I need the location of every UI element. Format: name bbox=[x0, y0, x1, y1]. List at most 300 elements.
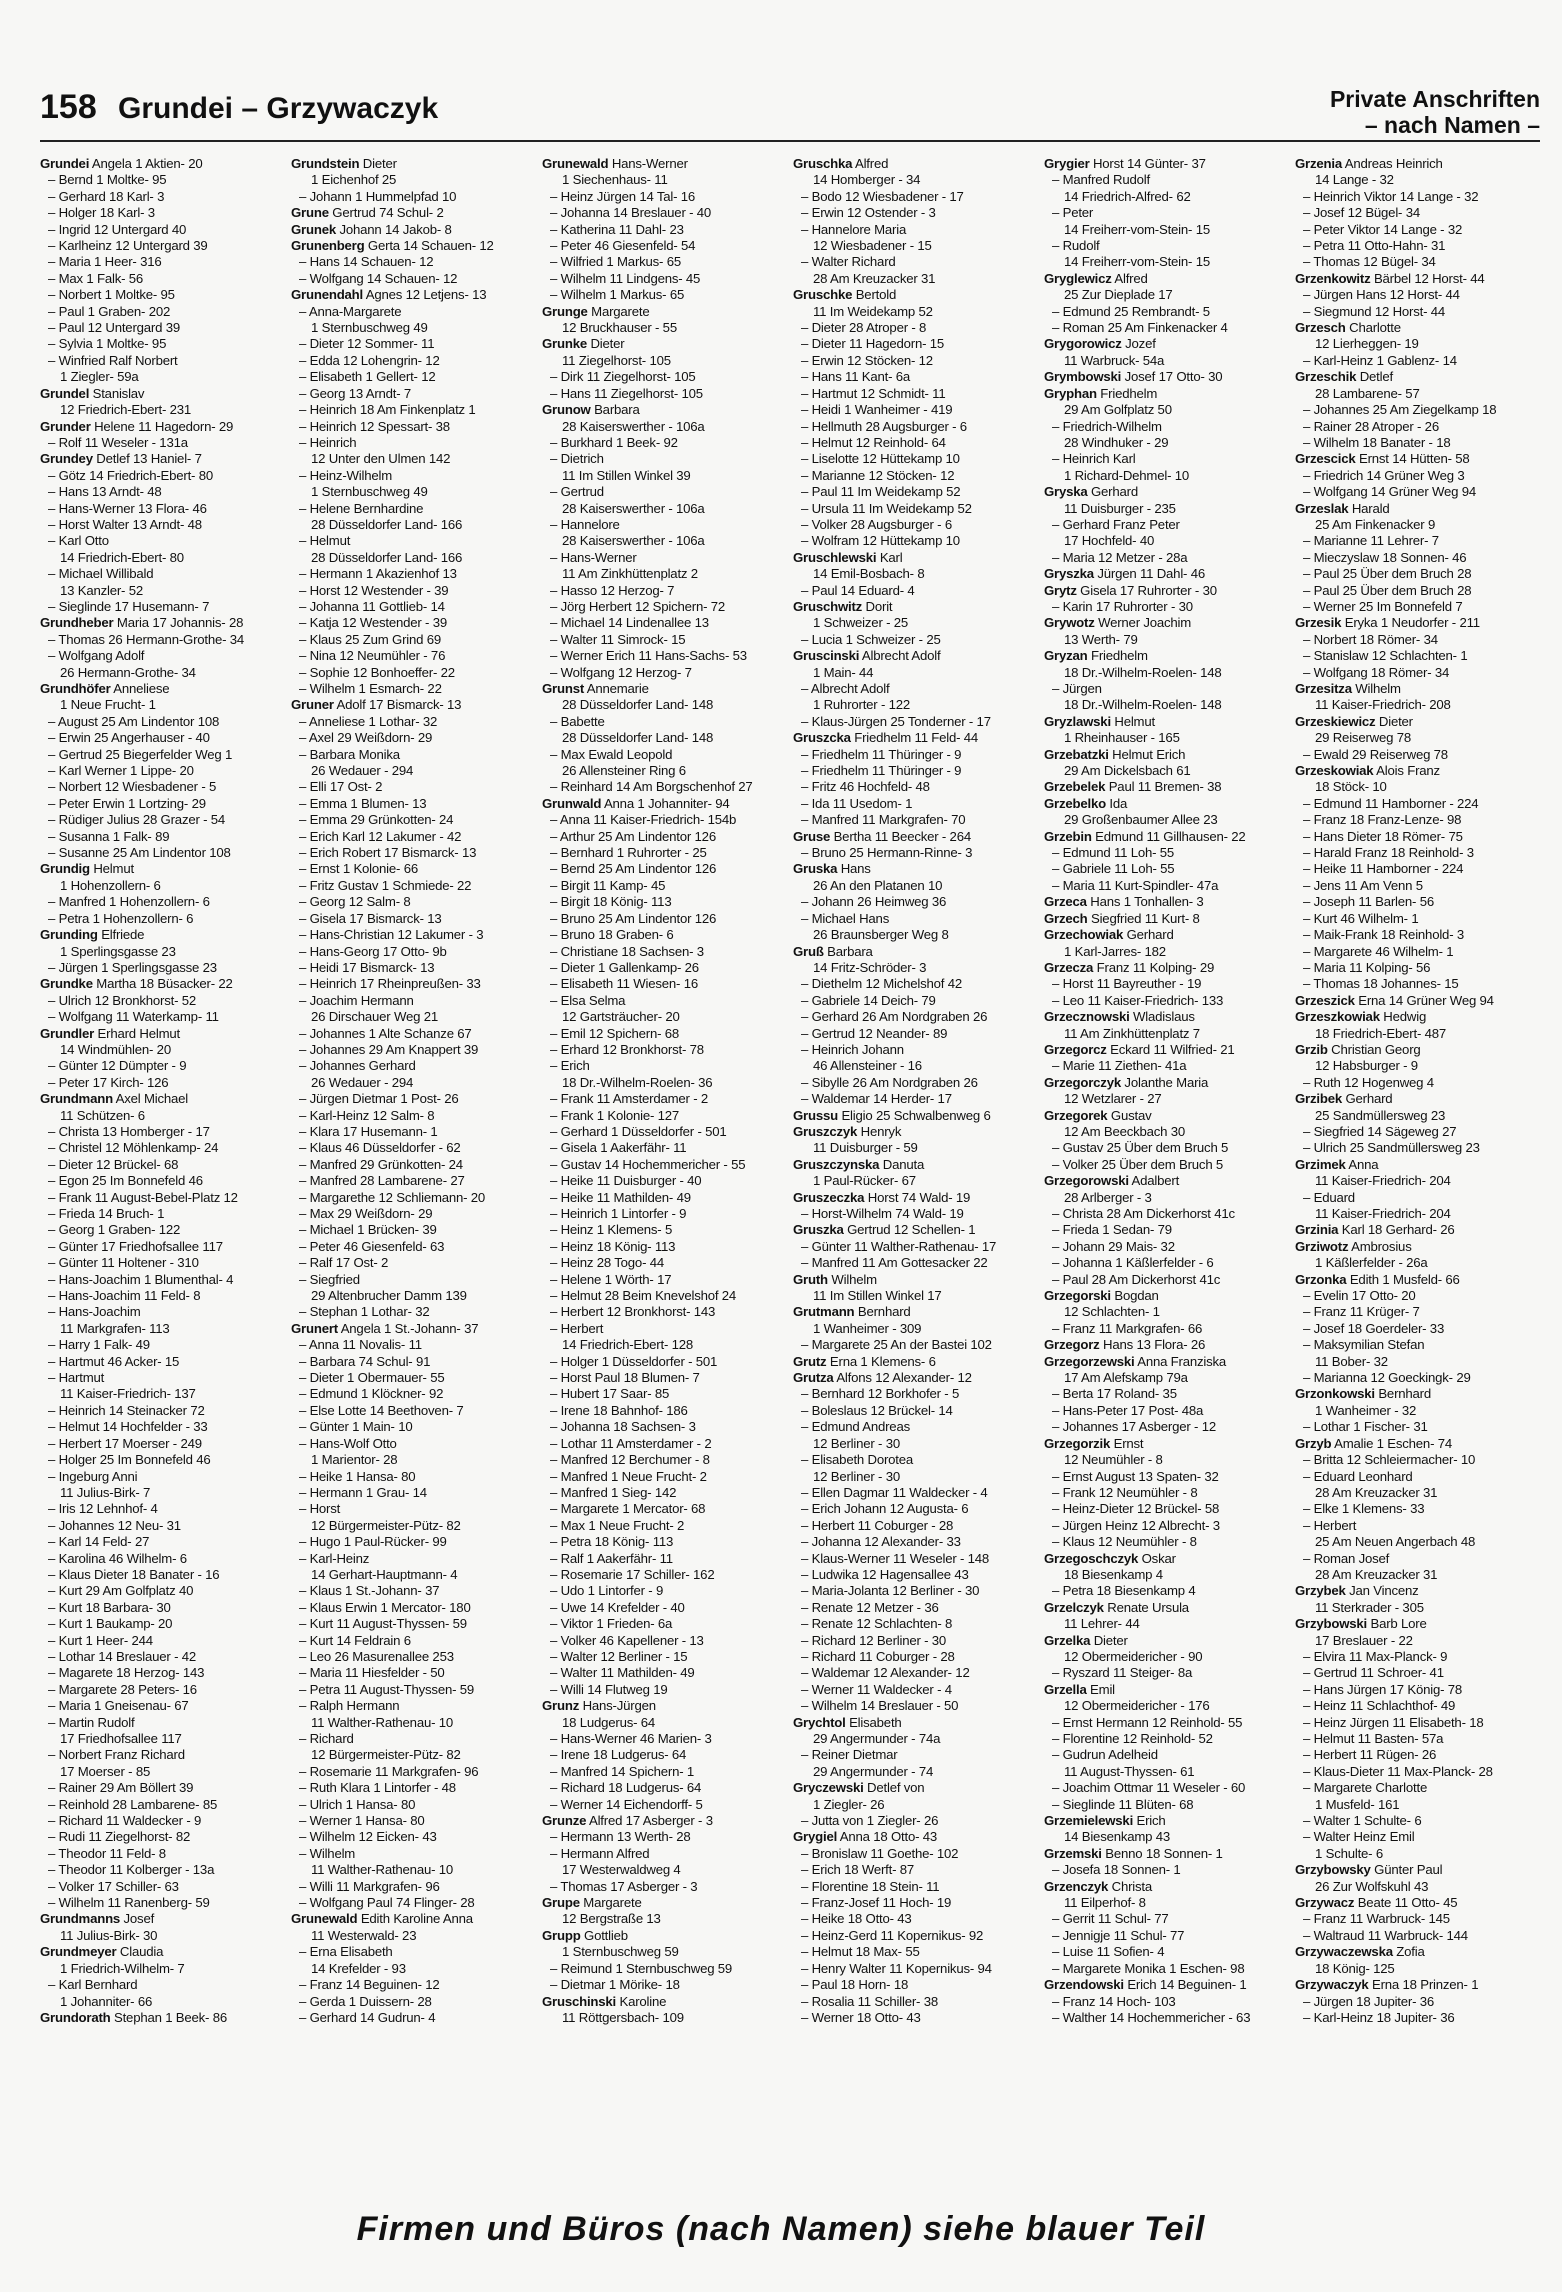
listing-entry: – Paul 18 Horn- 18 bbox=[801, 1977, 909, 1993]
listing-entry: Grzywaczewska Zofia bbox=[1295, 1944, 1425, 1960]
surname: Gryzan bbox=[1044, 648, 1088, 664]
listing-entry: – Britta 12 Schleiermacher- 10 bbox=[1303, 1452, 1476, 1468]
listing-entry: Gruschka Alfred bbox=[793, 156, 889, 171]
surname: Gruszcka bbox=[793, 730, 851, 746]
listing-entry: Grunze Alfred 17 Asberger - 3 bbox=[542, 1813, 713, 1829]
listing-entry: – Heinrich 14 Steinacker 72 bbox=[48, 1402, 205, 1418]
surname: Gryzlawski bbox=[1044, 713, 1111, 729]
listing-entry: 11 Kaiser-Friedrich- 137 bbox=[60, 1386, 196, 1402]
listing-entry: – Werner 25 Im Bonnefeld 7 bbox=[1303, 598, 1463, 614]
listing-entry: – Rainer 29 Am Böllert 39 bbox=[48, 1780, 194, 1796]
listing-entry: – Josefa 18 Sonnen- 1 bbox=[1052, 1862, 1181, 1878]
listing-entry: – Klaus 12 Neumühler - 8 bbox=[1052, 1534, 1197, 1550]
listing-entry: – Emma 1 Blumen- 13 bbox=[299, 795, 427, 811]
listing-entry: 46 Allensteiner - 16 bbox=[813, 1058, 922, 1074]
listing-entry: – Margarethe 12 Schliemann- 20 bbox=[299, 1189, 486, 1205]
listing-entry: 14 Gerhart-Hauptmann- 4 bbox=[311, 1566, 458, 1582]
listing-entry: – Anneliese 1 Lothar- 32 bbox=[299, 713, 438, 729]
listing-entry: – Bodo 12 Wiesbadener - 17 bbox=[801, 188, 964, 204]
listing-entry: – Frank 11 Amsterdamer - 2 bbox=[550, 1091, 708, 1107]
listing-entry: – Edda 12 Lohengrin- 12 bbox=[299, 352, 440, 368]
listing-entry: – Georg 13 Arndt- 7 bbox=[299, 385, 412, 401]
listing-entry: Grzegorz Hans 13 Flora- 26 bbox=[1044, 1337, 1206, 1353]
surname: Gruschka bbox=[793, 156, 853, 171]
listing-entry: – Heike 18 Otto- 43 bbox=[801, 1911, 912, 1927]
listing-entry: – Maria-Jolanta 12 Berliner - 30 bbox=[801, 1583, 980, 1599]
listing-entry: – Günter 12 Dümpter - 9 bbox=[48, 1058, 187, 1074]
listing-entry: Grupe Margarete bbox=[542, 1895, 642, 1911]
listing-entry: – Klaus 46 Düsseldorfer - 62 bbox=[299, 1140, 461, 1156]
listing-entry: – Helene Bernhardine bbox=[299, 500, 424, 516]
listing-entry: – Marianne 11 Lehrer- 7 bbox=[1303, 533, 1439, 549]
listing-entry: – Waldemar 12 Alexander- 12 bbox=[801, 1665, 970, 1681]
listing-entry: – Wolfgang 18 Römer- 34 bbox=[1303, 664, 1450, 680]
listing-entry: – Birgit 11 Kamp- 45 bbox=[550, 877, 666, 893]
listing-entry: 29 Angermunder - 74a bbox=[813, 1731, 941, 1746]
listing-entry: – Franz 14 Hoch- 103 bbox=[1052, 1993, 1176, 2009]
listing-entry: – Gertrud bbox=[550, 484, 604, 500]
listing-entry: – Franz 11 Markgrafen- 66 bbox=[1052, 1320, 1203, 1336]
listing-entry: – Bernhard 12 Borkhofer - 5 bbox=[801, 1386, 960, 1402]
listing-entry: – Wolfgang 11 Waterkamp- 11 bbox=[48, 1009, 219, 1025]
listing-entry: – Helmut 11 Basten- 57a bbox=[1303, 1731, 1444, 1746]
listing-entry: – Volker 28 Augsburger - 6 bbox=[801, 516, 952, 532]
surname: Grzegorek bbox=[1044, 1107, 1108, 1123]
listing-entry: – Gustav 14 Hochemmericher - 55 bbox=[550, 1156, 746, 1172]
surname: Grussu bbox=[793, 1107, 838, 1123]
listing-entry: – Frieda 1 Sedan- 79 bbox=[1052, 1222, 1172, 1238]
listing-entry: 18 Dr.-Wilhelm-Roelen- 36 bbox=[562, 1074, 713, 1090]
surname: Grywotz bbox=[1044, 615, 1095, 631]
listing-entry: – Siegfried bbox=[299, 1271, 360, 1287]
listing-entry: – Gertrud 25 Biegerfelder Weg 1 bbox=[48, 746, 233, 762]
listing-entry: – Hans-Joachim 11 Feld- 8 bbox=[48, 1288, 201, 1304]
listing-entry: 28 Lambarene- 57 bbox=[1315, 385, 1420, 401]
listing-entry: – Arthur 25 Am Lindentor 126 bbox=[550, 828, 716, 844]
listing-entry: – Heinz 18 König- 113 bbox=[550, 1238, 676, 1254]
listing-entry: – Luise 11 Sofien- 4 bbox=[1052, 1944, 1165, 1960]
listing-entry: – Horst Walter 13 Arndt- 48 bbox=[48, 516, 202, 532]
listing-entry: – Heinz-Wilhelm bbox=[299, 467, 392, 483]
listing-entry: 12 Bruckhauser - 55 bbox=[562, 320, 677, 336]
listing-entry: – Manfred 1 Sieg- 142 bbox=[550, 1484, 677, 1500]
listing-entry: – Jürgen Hans 12 Horst- 44 bbox=[1303, 287, 1460, 303]
surname: Grunow bbox=[542, 402, 591, 418]
listing-entry: – Walter 12 Berliner - 15 bbox=[550, 1648, 688, 1664]
listing-entry: – Hannelore Maria bbox=[801, 221, 907, 237]
listing-entry: Grzebatzki Helmut Erich bbox=[1044, 746, 1186, 762]
listing-entry: 11 Eilperhof- 8 bbox=[1064, 1895, 1146, 1911]
listing-entry: – Johanna 14 Breslauer - 40 bbox=[550, 205, 712, 221]
listing-entry: Grundstein Dieter bbox=[291, 156, 397, 171]
listing-entry: 18 Stöck- 10 bbox=[1315, 779, 1387, 795]
listing-entry: – Margarete 28 Peters- 16 bbox=[48, 1681, 197, 1697]
listing-entry: – Michael Hans bbox=[801, 910, 890, 926]
listing-entry: – Franz 11 Krüger- 7 bbox=[1303, 1304, 1420, 1320]
listing-entry: – Theodor 11 Kolberger - 13a bbox=[48, 1862, 215, 1878]
listing-entry: 12 Bürgermeister-Pütz- 82 bbox=[311, 1517, 461, 1533]
listing-entry: – Sibylle 26 Am Nordgraben 26 bbox=[801, 1074, 978, 1090]
listing-entry: – Günter 17 Friedhofsallee 117 bbox=[48, 1238, 223, 1254]
listing-entry: – Jennigje 11 Schul- 77 bbox=[1052, 1927, 1185, 1943]
surname: Gruscinski bbox=[793, 648, 860, 664]
listing-entry: – Hans-Werner 13 Flora- 46 bbox=[48, 500, 207, 516]
listing-entry: Grutmann Bernhard bbox=[793, 1304, 911, 1320]
listing-entry: – Joachim Ottmar 11 Weseler - 60 bbox=[1052, 1780, 1246, 1796]
surname: Grupe bbox=[542, 1895, 580, 1911]
listing-entry: Gruschwitz Dorit bbox=[793, 598, 893, 614]
listing-entry: 11 Im Weidekamp 52 bbox=[813, 303, 933, 319]
section-heading-line2: – nach Namen – bbox=[1364, 112, 1540, 138]
listing-entry: – Elke 1 Klemens- 33 bbox=[1303, 1501, 1425, 1517]
listing-entry: – Winfried Ralf Norbert bbox=[48, 352, 178, 368]
listing-entry: – Ewald 29 Reiserweg 78 bbox=[1303, 746, 1448, 762]
listing-entry: – Erhard 12 Bronkhorst- 78 bbox=[550, 1041, 704, 1057]
listing-entry: – Hubert 17 Saar- 85 bbox=[550, 1386, 670, 1402]
listing-entry: – Richard 18 Ludgerus- 64 bbox=[550, 1780, 702, 1796]
listing-entry: – Paul 1 Graben- 202 bbox=[48, 303, 171, 319]
listing-entry: – Helmut 14 Hochfelder - 33 bbox=[48, 1419, 208, 1435]
listing-entry: Grytz Gisela 17 Ruhrorter - 30 bbox=[1044, 582, 1217, 598]
listing-entry: 1 Johanniter- 66 bbox=[60, 1993, 153, 2009]
listing-entry: 11 Am Zinkhüttenplatz 2 bbox=[562, 566, 698, 582]
listing-entry: – Wolfgang 14 Schauen- 12 bbox=[299, 270, 458, 286]
listing-entry: Grunke Dieter bbox=[542, 336, 625, 352]
listing-entry: – Bruno 25 Hermann-Rinne- 3 bbox=[801, 845, 973, 861]
listing-entry: 12 Berliner - 30 bbox=[813, 1468, 900, 1484]
listing-entry: 1 Siechenhaus- 11 bbox=[562, 172, 668, 188]
listing-entry: – Viktor 1 Frieden- 6a bbox=[550, 1616, 673, 1632]
listing-entry: – Wilhelm 11 Ranenberg- 59 bbox=[48, 1895, 210, 1911]
listing-entry: 25 Zur Dieplade 17 bbox=[1064, 287, 1173, 303]
listing-entry: – Gerhard 18 Karl- 3 bbox=[48, 188, 165, 204]
listing-entry: 12 Gartsträucher- 20 bbox=[562, 1009, 680, 1025]
listing-entry: – Jörg Herbert 12 Spichern- 72 bbox=[550, 598, 726, 614]
listing-entry: – Wilhelm 1 Markus- 65 bbox=[550, 287, 685, 303]
listing-entry: – Diethelm 12 Michelshof 42 bbox=[801, 976, 962, 992]
listing-entry: – Heinz-Gerd 11 Kopernikus- 92 bbox=[801, 1927, 984, 1943]
listing-entry: Grundig Helmut bbox=[40, 861, 134, 877]
listing-entry: – Martin Rudolf bbox=[48, 1714, 135, 1730]
listing-entry: – Gabriele 11 Loh- 55 bbox=[1052, 861, 1175, 877]
listing-entry: – Johannes 12 Neu- 31 bbox=[48, 1517, 181, 1533]
listing-entry: – Gerhard 14 Gudrun- 4 bbox=[299, 2009, 436, 2025]
listing-entry: – Horst-Wilhelm 74 Wald- 19 bbox=[801, 1206, 964, 1221]
listing-entry: 1 Käßlerfelder - 26a bbox=[1315, 1255, 1428, 1271]
listing-entry: – Rosemarie 17 Schiller- 162 bbox=[550, 1566, 715, 1582]
listing-entry: – Gertrud 11 Schroer- 41 bbox=[1303, 1665, 1444, 1681]
listing-entry: 18 Dr.-Wilhelm-Roelen- 148 bbox=[1064, 697, 1222, 713]
section-heading-line1: Private Anschriften bbox=[1329, 86, 1540, 112]
listing-entry: – Reiner Dietmar bbox=[801, 1747, 898, 1763]
listing-entry: – Hans 11 Kant- 6a bbox=[801, 369, 911, 385]
listing-entry: – Dieter 12 Sommer- 11 bbox=[299, 336, 435, 352]
listing-entry: Grunenberg Gerta 14 Schauen- 12 bbox=[291, 238, 494, 254]
listing-entry: – Peter 17 Kirch- 126 bbox=[48, 1074, 169, 1090]
listing-entry: Gruscinski Albrecht Adolf bbox=[793, 648, 941, 664]
listing-entry: – Norbert 18 Römer- 34 bbox=[1303, 631, 1438, 647]
listing-entry: – Wolfgang Adolf bbox=[48, 648, 145, 664]
listing-entry: – Ludwika 12 Hagensallee 43 bbox=[801, 1566, 969, 1582]
listing-entry: – Elsa Selma bbox=[550, 992, 626, 1008]
listing-entry: – Günter 1 Main- 10 bbox=[299, 1419, 413, 1435]
listing-entry: – Hasso 12 Herzog- 7 bbox=[550, 582, 675, 598]
listing-entry: – Sylvia 1 Moltke- 95 bbox=[48, 336, 167, 352]
listing-entry: – Heinz 1 Klemens- 5 bbox=[550, 1222, 673, 1238]
listing-entry: – Gerda 1 Duissern- 28 bbox=[299, 1993, 432, 2009]
listing-entry: Grzeszick Erna 14 Grüner Weg 94 bbox=[1295, 992, 1494, 1008]
listing-entry: – Erwin 12 Stöcken- 12 bbox=[801, 352, 933, 368]
listing-entry: – August 25 Am Lindentor 108 bbox=[48, 713, 220, 729]
listing-entry: – Wolfgang 14 Grüner Weg 94 bbox=[1303, 484, 1476, 500]
listing-entry: – Heinrich 1 Lintorfer - 9 bbox=[550, 1206, 687, 1221]
surname: Grzelka bbox=[1044, 1632, 1091, 1648]
listing-entry: – Manfred Rudolf bbox=[1052, 172, 1150, 188]
listing-entry: 28 Kaiserswerther - 106a bbox=[562, 533, 705, 549]
listing-entry: 28 Kaiserswerther - 106a bbox=[562, 500, 705, 516]
listing-entry: – Ralf 1 Aakerfähr- 11 bbox=[550, 1550, 673, 1566]
listing-entry: – Johann 26 Heimweg 36 bbox=[801, 894, 947, 910]
listing-entry: – Barbara Monika bbox=[299, 746, 400, 762]
listing-entry: – Thomas 17 Asberger - 3 bbox=[550, 1878, 698, 1894]
listing-entry: – Paul 25 Über dem Bruch 28 bbox=[1303, 582, 1472, 598]
listing-entry: 29 Am Golfplatz 50 bbox=[1064, 402, 1172, 418]
listing-entry: – Manfred 11 Markgrafen- 70 bbox=[801, 812, 966, 828]
listing-entry: – Petra 1 Hohenzollern- 6 bbox=[48, 910, 194, 926]
listing-entry: – Werner 11 Waldecker - 4 bbox=[801, 1681, 952, 1697]
surname: Grunze bbox=[542, 1813, 587, 1829]
listing-entry: – Gisela 17 Bismarck- 13 bbox=[299, 910, 442, 926]
listing-entry: – Gustav 25 Über dem Bruch 5 bbox=[1052, 1140, 1229, 1156]
listing-entry: – Ingeburg Anni bbox=[48, 1468, 138, 1484]
listing-entry: – Boleslaus 12 Brückel- 14 bbox=[801, 1402, 953, 1418]
listing-entry: – Emma 29 Grünkotten- 24 bbox=[299, 812, 454, 828]
listing-entry: – Karl-Heinz 1 Gablenz- 14 bbox=[1303, 352, 1457, 368]
listing-entry: – Manfred 12 Berchumer - 8 bbox=[550, 1452, 710, 1468]
listing-entry: Grzib Christian Georg bbox=[1295, 1041, 1421, 1057]
listing-entry: 12 Friedrich-Ebert- 231 bbox=[60, 402, 191, 418]
listing-entry: – Jürgen bbox=[1052, 681, 1102, 696]
listing-entry: – Bernd 1 Moltke- 95 bbox=[48, 172, 167, 188]
listing-column-3 bbox=[542, 156, 787, 2156]
listing-entry: Grundheber Maria 17 Johannis- 28 bbox=[40, 615, 244, 631]
surname: Gryska bbox=[1044, 484, 1088, 500]
listing-entry: Grundel Stanislav bbox=[40, 385, 145, 401]
listing-entry: – Roman 25 Am Finkenacker 4 bbox=[1052, 320, 1228, 336]
surname: Grzelczyk bbox=[1044, 1599, 1104, 1615]
listing-entry: – Johannes 1 Alte Schanze 67 bbox=[299, 1025, 472, 1041]
listing-entry: – Maria 1 Heer- 316 bbox=[48, 254, 162, 270]
listing-entry: – Manfred 28 Lambarene- 27 bbox=[299, 1173, 465, 1189]
listing-entry: Grutza Alfons 12 Alexander- 12 bbox=[793, 1370, 972, 1386]
listing-entry: – Edmund 11 Hamborner - 224 bbox=[1303, 795, 1479, 811]
listing-entry: – Hartmut bbox=[48, 1370, 105, 1386]
listing-entry: 11 Röttgersbach- 109 bbox=[562, 2009, 684, 2025]
listing-entry: – Elisabeth 1 Gellert- 12 bbox=[299, 369, 436, 385]
listing-entry: – Sieglinde 17 Husemann- 7 bbox=[48, 598, 210, 614]
listing-entry: Grzeskowiak Alois Franz bbox=[1295, 763, 1440, 779]
listing-entry: 12 Habsburger - 9 bbox=[1315, 1058, 1418, 1074]
listing-entry: – Horst Paul 18 Blumen- 7 bbox=[550, 1370, 700, 1386]
listing-entry: – Margarete Charlotte bbox=[1303, 1780, 1428, 1796]
listing-entry: – Richard bbox=[299, 1731, 354, 1746]
listing-entry: 1 Friedrich-Wilhelm- 7 bbox=[60, 1960, 185, 1976]
surname: Grundorath bbox=[40, 2009, 111, 2025]
listing-entry: – Bernhard 1 Ruhrorter - 25 bbox=[550, 845, 707, 861]
listing-entry: 1 Ziegler- 59a bbox=[60, 369, 139, 385]
listing-entry: Grzibek Gerhard bbox=[1295, 1091, 1393, 1107]
listing-entry: – Richard 12 Berliner - 30 bbox=[801, 1632, 947, 1648]
listing-entry: 1 Wanheimer - 32 bbox=[1315, 1402, 1417, 1418]
listing-entry: 1 Marientor- 28 bbox=[311, 1452, 398, 1468]
listing-entry: – Heinrich Viktor 14 Lange - 32 bbox=[1303, 188, 1479, 204]
surname: Grzeskiewicz bbox=[1295, 713, 1376, 729]
listing-entry: – Stanislaw 12 Schlachten- 1 bbox=[1303, 648, 1468, 664]
listing-entry: 14 Windmühlen- 20 bbox=[60, 1041, 171, 1057]
listing-entry: Grychtol Elisabeth bbox=[793, 1714, 902, 1730]
listing-entry: 14 Friedrich-Ebert- 128 bbox=[562, 1337, 693, 1353]
listing-entry: – Ulrich 12 Bronkhorst- 52 bbox=[48, 992, 196, 1008]
listing-entry: 1 Ruhrorter - 122 bbox=[813, 697, 911, 713]
listing-entry: – Johannes 25 Am Ziegelkamp 18 bbox=[1303, 402, 1497, 418]
listing-entry: – Horst bbox=[299, 1501, 341, 1517]
surname: Grutza bbox=[793, 1370, 834, 1386]
listing-entry: Grzonka Edith 1 Musfeld- 66 bbox=[1295, 1271, 1460, 1287]
surname: Grzegorzik bbox=[1044, 1435, 1111, 1451]
listing-entry: – Johanna 12 Alexander- 33 bbox=[801, 1534, 961, 1550]
listing-entry: – Jürgen Heinz 12 Albrecht- 3 bbox=[1052, 1517, 1220, 1533]
listing-entry: Grzemski Benno 18 Sonnen- 1 bbox=[1044, 1845, 1223, 1861]
surname: Grzybek bbox=[1295, 1583, 1346, 1599]
listing-entry: 14 Lange - 32 bbox=[1315, 172, 1394, 188]
listing-entry: – Ida 11 Usedom- 1 bbox=[801, 795, 913, 811]
listing-entry: – Christa 28 Am Dickerhorst 41c bbox=[1052, 1206, 1235, 1221]
listing-entry: Gruß Barbara bbox=[793, 943, 873, 959]
listing-entry: 17 Hochfeld- 40 bbox=[1064, 533, 1155, 549]
listing-entry: Gryczewski Detlef von bbox=[793, 1780, 925, 1796]
surname: Grzeschik bbox=[1295, 369, 1357, 385]
listing-entry: – Wolfram 12 Hüttekamp 10 bbox=[801, 533, 960, 549]
listing-entry: 12 Bürgermeister-Pütz- 82 bbox=[311, 1747, 461, 1763]
listing-entry: – Wilhelm 11 Lindgens- 45 bbox=[550, 270, 701, 286]
listing-entry: – Walter Heinz Emil bbox=[1303, 1829, 1415, 1845]
listing-entry: – Götz 14 Friedrich-Ebert- 80 bbox=[48, 467, 213, 483]
listing-entry: – Maria 11 Kolping- 56 bbox=[1303, 959, 1431, 975]
listing-entry: – Herbert bbox=[1303, 1517, 1357, 1533]
listing-entry: 11 Julius-Birk- 30 bbox=[60, 1927, 158, 1943]
surname: Grundmanns bbox=[40, 1911, 121, 1927]
listing-entry: Grunow Barbara bbox=[542, 402, 640, 418]
listing-entry: – Josef 12 Bügel- 34 bbox=[1303, 205, 1420, 221]
surname: Grutmann bbox=[793, 1304, 855, 1320]
listing-entry: Grzeschik Detlef bbox=[1295, 369, 1393, 385]
listing-entry: 25 Am Neuen Angerbach 48 bbox=[1315, 1534, 1476, 1550]
listing-entry: – Hans 14 Schauen- 12 bbox=[299, 254, 434, 270]
listing-entry: Grzegorczyk Jolanthe Maria bbox=[1044, 1074, 1209, 1090]
listing-entry: – Ellen Dagmar 11 Waldecker - 4 bbox=[801, 1484, 988, 1500]
listing-entry: – Wilhelm 1 Esmarch- 22 bbox=[299, 681, 442, 696]
surname: Grzegorz bbox=[1044, 1337, 1100, 1353]
listing-entry: – Friedrich-Wilhelm bbox=[1052, 418, 1162, 434]
listing-entry: Grzybowsky Günter Paul bbox=[1295, 1862, 1443, 1878]
listing-entry: – Waltraud 11 Warbruck- 144 bbox=[1303, 1927, 1468, 1943]
listing-entry: – Walter 1 Schulte- 6 bbox=[1303, 1813, 1422, 1829]
listing-entry: – Anna 11 Kaiser-Friedrich- 154b bbox=[550, 812, 737, 828]
listing-entry: – Jutta von 1 Ziegler- 26 bbox=[801, 1813, 939, 1829]
listing-entry: – Bruno 18 Graben- 6 bbox=[550, 927, 674, 943]
listing-entry: – Dieter 1 Gallenkamp- 26 bbox=[550, 959, 699, 975]
listing-entry: – Erich Johann 12 Augusta- 6 bbox=[801, 1501, 969, 1517]
listing-entry: – Max 1 Falk- 56 bbox=[48, 270, 144, 286]
listing-entry: – Hannelore bbox=[550, 516, 620, 532]
surname: Grzenia bbox=[1295, 156, 1342, 171]
surname: Gruner bbox=[291, 697, 334, 713]
page-header bbox=[40, 78, 1540, 142]
listing-entry: – Dirk 11 Ziegelhorst- 105 bbox=[550, 369, 696, 385]
listing-entry: – Dieter 28 Atroper - 8 bbox=[801, 320, 927, 336]
listing-entry: – Peter Erwin 1 Lortzing- 29 bbox=[48, 795, 206, 811]
surname: Gruszeczka bbox=[793, 1189, 865, 1205]
listing-entry: 12 Obermeidericher - 176 bbox=[1064, 1698, 1210, 1714]
surname: Grzebelek bbox=[1044, 779, 1106, 795]
listing-entry: – Hans-Joachim bbox=[48, 1304, 141, 1320]
listing-entry: 28 Am Kreuzacker 31 bbox=[1315, 1484, 1438, 1500]
listing-entry: Grziwotz Ambrosius bbox=[1295, 1238, 1412, 1254]
listing-entry: Grzechowiak Gerhard bbox=[1044, 927, 1174, 943]
surname: Grunz bbox=[542, 1698, 580, 1714]
listing-entry: 1 Sternbuschweg 49 bbox=[311, 320, 428, 336]
listing-entry: 28 Kaiserswerther - 106a bbox=[562, 418, 705, 434]
listing-entry: – Max 1 Neue Frucht- 2 bbox=[550, 1517, 685, 1533]
listing-entry: – Johannes 17 Asberger - 12 bbox=[1052, 1419, 1216, 1435]
surname: Grunek bbox=[291, 221, 336, 237]
listing-entry: – Harry 1 Falk- 49 bbox=[48, 1337, 150, 1353]
listing-entry: – Irene 18 Bahnhof- 186 bbox=[550, 1402, 688, 1418]
surname: Gruszka bbox=[793, 1222, 844, 1238]
listing-entry: – Wilfried 1 Markus- 65 bbox=[550, 254, 681, 270]
surname: Grzegorczyk bbox=[1044, 1074, 1121, 1090]
listing-entry: – Manfred 29 Grünkotten- 24 bbox=[299, 1156, 463, 1172]
listing-entry: – Johanna 1 Käßlerfelder - 6 bbox=[1052, 1255, 1214, 1271]
listing-entry: Grundei Angela 1 Aktien- 20 bbox=[40, 156, 203, 171]
listing-entry: – Heinz Jürgen 11 Elisabeth- 18 bbox=[1303, 1714, 1484, 1730]
surname: Grzecza bbox=[1044, 959, 1094, 975]
listing-entry: 26 Hermann-Grothe- 34 bbox=[60, 664, 196, 680]
listing-entry: – Walter Richard bbox=[801, 254, 896, 270]
listing-entry: – Dietrich bbox=[550, 451, 604, 467]
listing-entry: – Peter Viktor 14 Lange - 32 bbox=[1303, 221, 1463, 237]
listing-entry: 14 Emil-Bosbach- 8 bbox=[813, 566, 925, 582]
listing-entry: 17 Friedhofsallee 117 bbox=[60, 1731, 182, 1746]
listing-entry: – Johanna 11 Gottlieb- 14 bbox=[299, 598, 445, 614]
listing-entry: – Max 29 Weißdorn- 29 bbox=[299, 1206, 433, 1221]
listing-entry: 28 Am Kreuzacker 31 bbox=[813, 270, 936, 286]
listing-entry: – Harald Franz 18 Reinhold- 3 bbox=[1303, 845, 1474, 861]
listing-entry: – Margarete 1 Mercator- 68 bbox=[550, 1501, 706, 1517]
listing-entry: – Herbert 17 Moerser - 249 bbox=[48, 1435, 202, 1451]
listing-entry: – Heidi 1 Wanheimer - 419 bbox=[801, 402, 953, 418]
listing-entry: – Paul 28 Am Dickerhorst 41c bbox=[1052, 1271, 1221, 1287]
listing-entry: – Jürgen 18 Jupiter- 36 bbox=[1303, 1993, 1435, 2009]
listing-entry: – Franz-Josef 11 Hoch- 19 bbox=[801, 1895, 952, 1911]
listing-entry: Grzeskiewicz Dieter bbox=[1295, 713, 1413, 729]
listing-entry: – Hans-Werner bbox=[550, 549, 637, 565]
listing-entry: Grymbowski Josef 17 Otto- 30 bbox=[1044, 369, 1223, 385]
listing-entry: – Wolfgang 12 Herzog- 7 bbox=[550, 664, 692, 680]
listing-entry: Grundmeyer Claudia bbox=[40, 1944, 164, 1960]
listing-entry: 1 Karl-Jarres- 182 bbox=[1064, 943, 1166, 959]
surname: Grzegorzewski bbox=[1044, 1353, 1135, 1369]
